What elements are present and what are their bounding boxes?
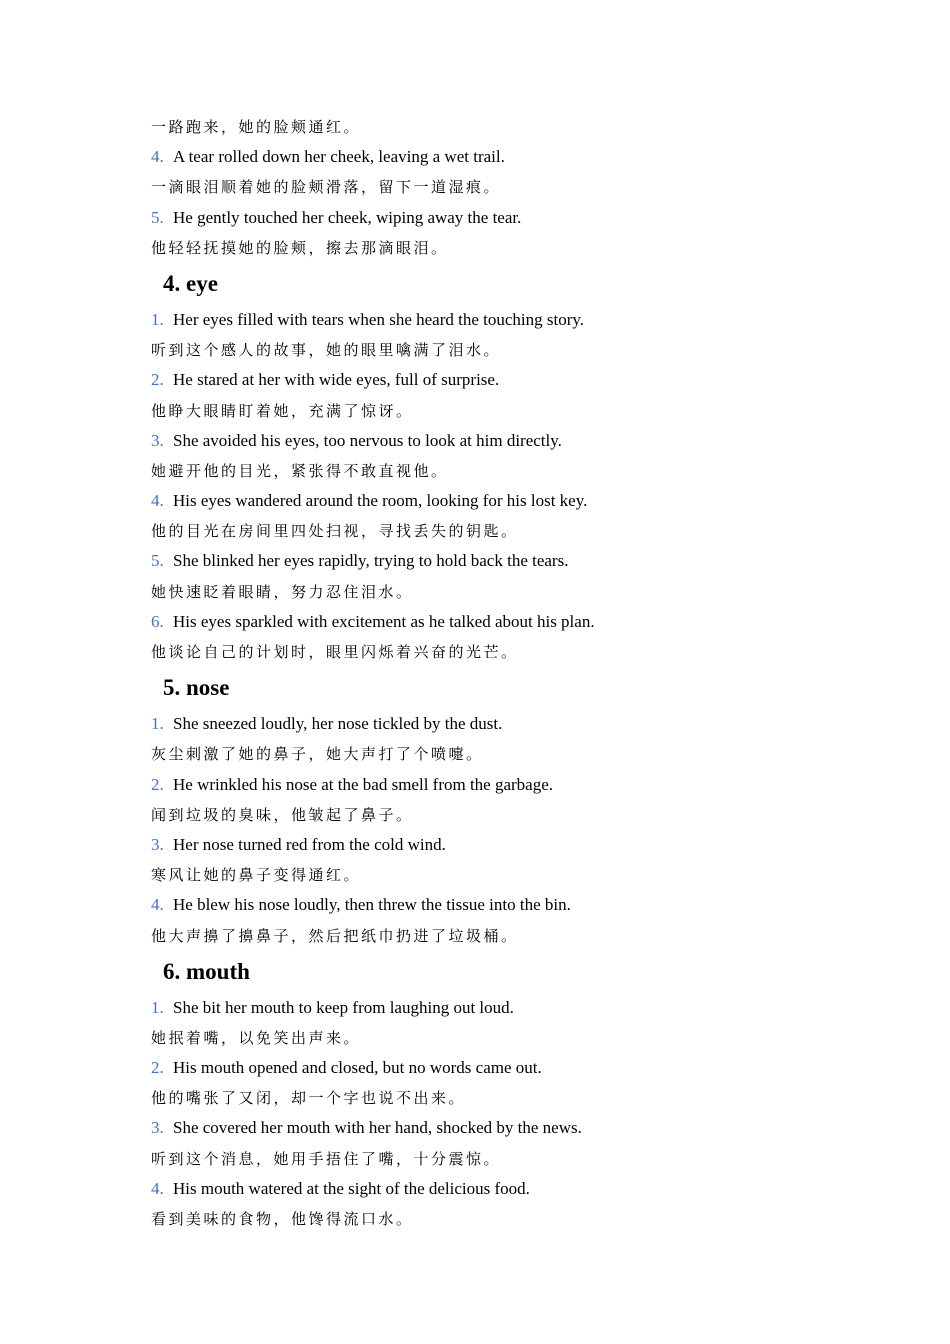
example-text: His mouth watered at the sight of the delicious food.	[173, 1178, 530, 1198]
example-sentence	[151, 890, 851, 920]
example-translation: 他的嘴张了又闭，却一个字也说不出来。	[151, 1089, 467, 1108]
example-translation: 听到这个感人的故事，她的眼里噙满了泪水。	[151, 341, 502, 360]
example-sentence	[151, 993, 851, 1023]
example-translation: 她快速眨着眼睛，努力忍住泪水。	[151, 582, 414, 601]
section-heading-mouth: 6. mouth	[163, 958, 250, 984]
example-text: Her eyes filled with tears when she heard the touching story.	[173, 309, 585, 329]
example-text: A tear rolled down her cheek, leaving a wet trail.	[173, 147, 505, 167]
example-sentence	[151, 305, 851, 335]
example-translation: 看到美味的食物，他馋得流口水。	[151, 1210, 414, 1228]
section-heading-eye: 4. eye	[163, 270, 218, 296]
example-number: 1.	[151, 714, 164, 734]
example-translation: 他大声擤了擤鼻子，然后把纸巾扔进了垃圾桶。	[151, 926, 519, 945]
example-sentence	[151, 203, 851, 233]
example-sentence	[151, 709, 851, 739]
example-number: 6.	[151, 611, 164, 631]
example-number: 3.	[151, 430, 164, 450]
example-text: She covered her mouth with her hand, shocked by the news.	[173, 1118, 582, 1138]
example-text: She bit her mouth to keep from laughing out loud.	[173, 997, 514, 1017]
example-sentence	[151, 546, 851, 576]
example-number: 2.	[151, 1058, 164, 1078]
example-number: 4.	[151, 1178, 164, 1198]
example-sentence	[151, 426, 851, 456]
example-translation: 听到这个消息，她用手捂住了嘴，十分震惊。	[151, 1149, 502, 1168]
example-sentence	[151, 1113, 851, 1143]
example-sentence	[151, 1174, 851, 1204]
example-text: His eyes wandered around the room, looking for his lost key.	[173, 491, 588, 511]
example-sentence	[151, 607, 851, 637]
document-page	[151, 112, 851, 1234]
example-sentence	[151, 486, 851, 516]
example-text: He blew his nose loudly, then threw the tissue into the bin.	[173, 895, 571, 915]
example-text: She sneezed loudly, her nose tickled by the dust.	[173, 714, 503, 734]
example-translation: 闻到垃圾的臭味，他皱起了鼻子。	[151, 805, 414, 824]
example-text: She avoided his eyes, too nervous to look at him directly.	[173, 430, 562, 450]
example-translation: 一滴眼泪顺着她的脸颊滑落，留下一道湿痕。	[151, 178, 502, 197]
example-text: He wrinkled his nose at the bad smell from the garbage.	[173, 774, 554, 794]
example-number: 3.	[151, 1118, 164, 1138]
example-sentence	[151, 365, 851, 395]
example-number: 4.	[151, 491, 164, 511]
example-text: He stared at her with wide eyes, full of surprise.	[173, 370, 500, 390]
section-heading-nose: 5. nose	[163, 675, 230, 701]
example-translation: 他谈论自己的计划时，眼里闪烁着兴奋的光芒。	[151, 643, 519, 661]
example-text: His eyes sparkled with excitement as he talked about his plan.	[173, 611, 595, 631]
example-number: 2.	[151, 370, 164, 390]
example-sentence	[151, 830, 851, 860]
example-number: 1.	[151, 309, 164, 329]
example-sentence	[151, 1053, 851, 1083]
example-translation: 他睁大眼睛盯着她，充满了惊讶。	[151, 401, 414, 420]
example-number: 1.	[151, 997, 164, 1017]
example-translation: 寒风让她的鼻子变得通红。	[151, 866, 362, 885]
example-sentence	[151, 142, 851, 172]
example-translation: 她避开他的目光，紧张得不敢直视他。	[151, 461, 449, 480]
example-translation: 他轻轻抚摸她的脸颊，擦去那滴眼泪。	[151, 238, 449, 257]
example-text: He gently touched her cheek, wiping away the tear.	[173, 207, 522, 227]
example-number: 4.	[151, 147, 164, 167]
example-translation: 一路跑来，她的脸颊通红。	[151, 118, 362, 136]
example-text: His mouth opened and closed, but no words came out.	[173, 1058, 542, 1078]
example-number: 5.	[151, 551, 164, 571]
example-number: 4.	[151, 895, 164, 915]
example-number: 2.	[151, 774, 164, 794]
example-number: 5.	[151, 207, 164, 227]
example-text: She blinked her eyes rapidly, trying to hold back the tears.	[173, 551, 569, 571]
example-translation: 她抿着嘴，以免笑出声来。	[151, 1028, 362, 1047]
example-number: 3.	[151, 834, 164, 854]
example-translation: 他的目光在房间里四处扫视，寻找丢失的钥匙。	[151, 522, 519, 541]
example-translation: 灰尘刺激了她的鼻子，她大声打了个喷嚏。	[151, 745, 484, 764]
example-sentence	[151, 770, 851, 800]
example-text: Her nose turned red from the cold wind.	[173, 834, 446, 854]
